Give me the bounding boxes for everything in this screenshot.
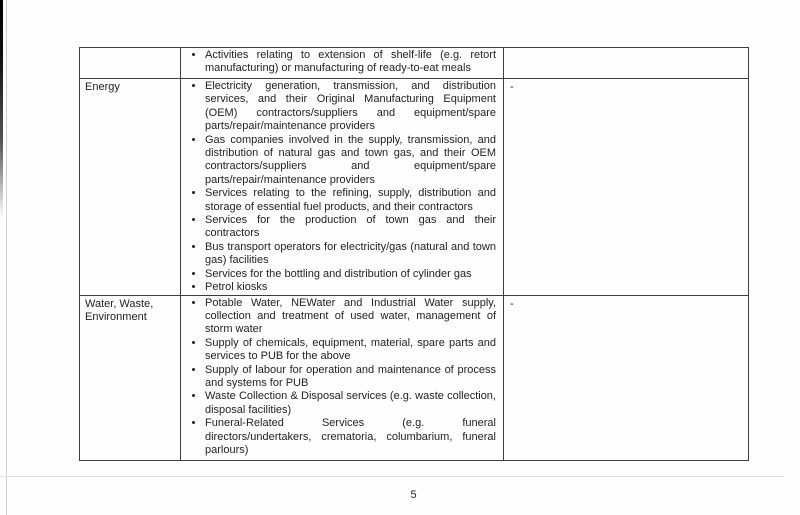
bullet-list — [181, 48, 503, 76]
category-cell — [80, 295, 181, 460]
remarks-cell — [504, 79, 749, 296]
remarks-cell — [504, 48, 749, 79]
items-cell — [181, 295, 504, 460]
category-label: Energy — [85, 81, 120, 93]
scan-artifact-horizontal-line — [0, 476, 784, 477]
items-cell — [181, 79, 504, 296]
remarks-text: - — [510, 297, 514, 310]
list-item: • Services for the bottling and distribution of cylinder gas — [205, 268, 496, 281]
table-row — [80, 79, 749, 296]
scan-artifact-left-bar — [0, 0, 3, 218]
category-cell — [80, 79, 181, 296]
list-item: • Supply of chemicals, equipment, material, spare parts and services to PUB for the above — [205, 337, 496, 364]
remarks-text: - — [510, 81, 514, 93]
remarks-cell — [504, 295, 749, 460]
bullet-list — [181, 296, 503, 458]
list-item: • Supply of labour for operation and maintenance of process and systems for PUB — [205, 364, 496, 391]
bullet-list — [181, 79, 503, 295]
list-item: • Services for the production of town gas and their contractors — [205, 214, 496, 241]
page-number: 5 — [410, 489, 417, 501]
table-row — [80, 295, 749, 460]
list-item: • Waste Collection & Disposal services (e.g. waste collection, disposal facilities) — [205, 390, 496, 417]
list-item: • Petrol kiosks — [205, 281, 496, 294]
list-item: • Electricity generation, transmission, and distribution services, and their Original Manufacturing Equipment (OEM) contractors/suppliers and equipment/spare parts/repair/maintenance providers — [205, 80, 496, 134]
table-row — [80, 48, 749, 79]
list-item: • Bus transport operators for electricity/gas (natural and town gas) facilities — [205, 241, 496, 268]
list-item: • Activities relating to extension of shelf-life (e.g. retort manufacturing) or manufacturing of ready-to-eat meals — [205, 49, 496, 76]
list-item: • Services relating to the refining, supply, distribution and storage of essential fuel products, and their contractors — [205, 187, 496, 214]
list-item: • Funeral-Related Services (e.g. funeral directors/undertakers, crematoria, columbarium, funeral parlours) — [205, 417, 496, 457]
items-cell — [181, 48, 504, 79]
list-item: • Gas companies involved in the supply, transmission, and distribution of natural gas and town gas, and their OEM contractors/suppliers and equipment/spare parts/repair/maintenance providers — [205, 134, 496, 188]
category-label: Water, Waste, Environment — [85, 297, 154, 323]
scan-artifact-vertical-line — [6, 0, 7, 515]
list-item: • Potable Water, NEWater and Industrial Water supply, collection and treatment of used water, management of storm water — [205, 297, 496, 337]
sectors-table — [79, 47, 749, 461]
category-cell — [80, 48, 181, 79]
